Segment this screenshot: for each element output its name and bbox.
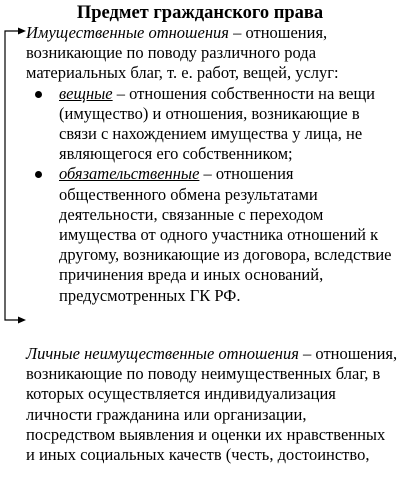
property-relations-definition [26, 23, 398, 84]
obligations-term: обязательственные [59, 164, 200, 184]
bullet-icon [35, 171, 42, 178]
bullet-icon [35, 91, 42, 98]
property-relations-text: – отношения, возникающие по поводу различного рода материальных благ, т. е. работ, вещей, услуг: [26, 23, 339, 83]
property-relations-section [26, 23, 398, 306]
personal-relations-text: – отношения, возникающие по поводу неимущественных благ, в которых осуществляется индивидуализация личности гражданина или организации, посредством выявления и оценки их нравственных и иных социальных качеств (честь, достоинство, [26, 344, 398, 465]
personal-relations-section [26, 344, 398, 465]
arrow-head-bottom-icon [18, 317, 26, 324]
personal-relations-term: Личные неимущественные отношения [26, 344, 299, 363]
arrow-head-top-icon [18, 28, 26, 35]
real-rights-text: – отношения собственности на вещи (имущество) и отношения, возникающие в связи с нахождением имущества у лица, не являющегося его собственником; [59, 83, 376, 164]
real-rights-term: вещные [59, 83, 113, 103]
relations-list [26, 84, 398, 306]
list-item-obligations [26, 164, 398, 305]
list-item-real-rights [26, 84, 398, 165]
obligations-text: – отношения общественного обмена результатами деятельности, связанные с переходом имущества от одного участника отношений к другому, возникающие из договора, вследствие причинения вреда и иных оснований, предусмотренных ГК РФ. [59, 164, 392, 305]
page-title: Предмет гражданского права [76, 3, 324, 23]
property-relations-term: Имущественные отношения [26, 23, 229, 42]
